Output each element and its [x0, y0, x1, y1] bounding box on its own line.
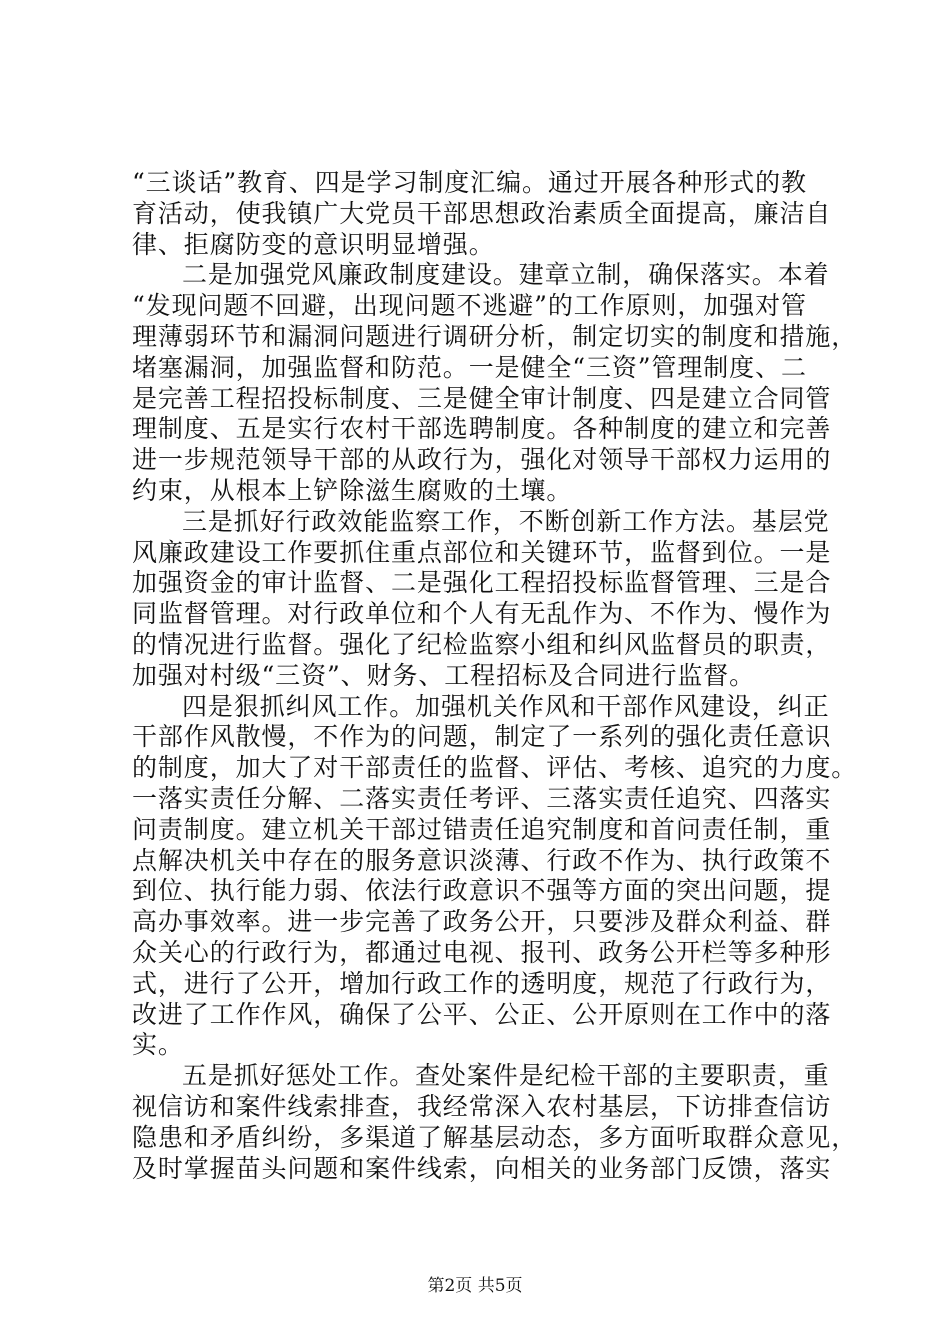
body-text — [132, 168, 858, 1184]
text-line: 理制度、五是实行农村干部选聘制度。各种制度的建立和完善 — [132, 414, 832, 444]
text-line: 实。 — [132, 1030, 184, 1060]
text-line: 式，进行了公开，增加行政工作的透明度，规范了行政行为， — [132, 968, 832, 998]
text-line: 干部作风散慢，不作为的问题，制定了一系列的强化责任意识 — [132, 722, 832, 752]
text-line: 高办事效率。进一步完善了政务公开，只要涉及群众利益、群 — [132, 907, 832, 937]
text-line: 改进了工作作风，确保了公平、公正、公开原则在工作中的落 — [132, 999, 832, 1029]
text-line: 加强资金的审计监督、二是强化工程招投标监督管理、三是合 — [132, 568, 832, 598]
text-line: 风廉政建设工作要抓住重点部位和关键环节，监督到位。一是 — [132, 537, 832, 567]
text-line: 到位、执行能力弱、依法行政意识不强等方面的突出问题，提 — [132, 876, 832, 906]
text-line: 进一步规范领导干部的从政行为，强化对领导干部权力运用的 — [132, 445, 832, 475]
text-line: 加强对村级“三资”、财务、工程招标及合同进行监督。 — [132, 660, 756, 690]
paragraph-start-line: 五是抓好惩处工作。查处案件是纪检干部的主要职责，重 — [182, 1061, 830, 1091]
text-line: 同监督管理。对行政单位和个人有无乱作为、不作为、慢作为 — [132, 599, 832, 629]
text-line: “三谈话”教育、四是学习制度汇编。通过开展各种形式的教 — [132, 168, 807, 197]
text-line: 点解决机关中存在的服务意识淡薄、行政不作为、执行政策不 — [132, 845, 832, 875]
text-line: 理薄弱环节和漏洞问题进行调研分析，制定切实的制度和措施， — [132, 321, 858, 351]
text-line: 及时掌握苗头问题和案件线索，向相关的业务部门反馈，落实 — [132, 1153, 832, 1183]
text-line: 约束，从根本上铲除滋生腐败的土壤。 — [132, 475, 573, 505]
paragraph-start-line: 四是狠抓纠风工作。加强机关作风和干部作风建设，纠正 — [182, 691, 830, 721]
text-line: 隐患和矛盾纠纷，多渠道了解基层动态，多方面听取群众意见， — [132, 1122, 858, 1152]
text-line: 问责制度。建立机关干部过错责任追究制度和首问责任制，重 — [132, 814, 832, 844]
text-line: 众关心的行政行为，都通过电视、报刊、政务公开栏等多种形 — [132, 937, 832, 967]
text-line: 视信访和案件线索排查，我经常深入农村基层，下访排查信访 — [132, 1091, 832, 1121]
text-line: “发现问题不回避，出现问题不逃避”的工作原则，加强对管 — [132, 291, 807, 321]
page-number-footer: 第2页 共5页 — [427, 1276, 523, 1296]
text-line: 一落实责任分解、二落实责任考评、三落实责任追究、四落实 — [132, 783, 832, 813]
text-line: 是完善工程招投标制度、三是健全审计制度、四是建立合同管 — [132, 383, 832, 413]
text-line: 的制度，加大了对干部责任的监督、评估、考核、追究的力度。 — [132, 753, 858, 783]
paragraph-start-line: 二是加强党风廉政制度建设。建章立制，确保落实。本着 — [182, 260, 830, 290]
text-line: 的情况进行监督。强化了纪检监察小组和纠风监督员的职责， — [132, 629, 832, 659]
text-line: 堵塞漏洞，加强监督和防范。一是健全“三资”管理制度、二 — [132, 352, 807, 382]
text-line: 育活动，使我镇广大党员干部思想政治素质全面提高，廉洁自 — [132, 198, 832, 228]
paragraph-start-line: 三是抓好行政效能监察工作，不断创新工作方法。基层党 — [182, 506, 830, 536]
text-line: 律、拒腐防变的意识明显增强。 — [132, 229, 495, 259]
